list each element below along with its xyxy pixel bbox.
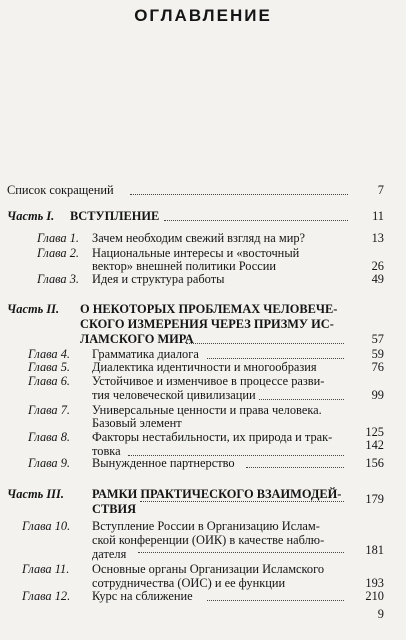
chapter-label: Глава 2.: [37, 246, 80, 260]
page-number: 156: [365, 456, 384, 470]
chapter-label: Глава 5.: [28, 360, 71, 374]
chapter-title-line: товка: [92, 444, 121, 458]
page-number: 59: [371, 347, 384, 361]
page-number: 210: [365, 589, 384, 603]
part-label: Часть II.: [7, 302, 60, 316]
part-title-line: О НЕКОТОРЫХ ПРОБЛЕМАХ ЧЕЛОВЕЧЕ-: [80, 302, 338, 316]
chapter-label: Глава 11.: [22, 562, 70, 576]
chapter-label: Глава 3.: [37, 272, 80, 286]
page-number: 193: [365, 576, 384, 590]
page-folio: 9: [377, 607, 384, 621]
chapter-title-line: Основные органы Организации Исламского: [92, 562, 325, 576]
chapter-title-line: Грамматика диалога: [92, 347, 199, 361]
dot-leader: [207, 590, 344, 601]
part-title-line: РАМКИ ПРАКТИЧЕСКОГО ВЗАИМОДЕЙ-: [92, 487, 342, 501]
chapter-title-line: Вынужденное партнерство: [92, 456, 235, 470]
chapter-title-line: Диалектика идентичности и многообразия: [92, 360, 317, 374]
page-number: 11: [372, 209, 384, 223]
chapter-title-line: Вступление России в Организацию Ислам-: [92, 519, 320, 533]
dot-leader: [138, 542, 344, 553]
part-title-line: СКОГО ИЗМЕРЕНИЯ ЧЕРЕЗ ПРИЗМУ ИС-: [80, 317, 334, 331]
chapter-label: Глава 9.: [28, 456, 71, 470]
chapter-title-line: Идея и структура работы: [92, 272, 225, 286]
page-number: 99: [371, 388, 384, 402]
chapter-title-line: Национальные интересы и «восточный: [92, 246, 300, 260]
part-label: Часть I.: [7, 209, 55, 223]
chapter-title-line: Базовый элемент: [92, 416, 182, 430]
chapter-label: Глава 8.: [28, 430, 71, 444]
chapter-label: Глава 1.: [37, 231, 80, 245]
chapter-title-line: сотрудничества (ОИС) и ее функции: [92, 576, 286, 590]
page-number: 7: [377, 183, 384, 197]
chapter-title-line: тия человеческой цивилизации: [92, 388, 256, 402]
dot-leader: [128, 445, 344, 456]
page-number: 179: [365, 492, 384, 506]
chapter-title-line: Зачем необходим свежий взгляд на мир?: [92, 231, 306, 245]
page-number: 57: [371, 332, 384, 346]
chapter-label: Глава 4.: [28, 347, 71, 361]
part-title: ВСТУПЛЕНИЕ: [70, 209, 160, 223]
chapter-label: Глава 7.: [28, 403, 71, 417]
chapter-title-line: Устойчивое и изменчивое в процессе разви-: [92, 374, 325, 388]
page-title: ОГЛАВЛЕНИЕ: [134, 6, 272, 25]
dot-leader: [246, 457, 344, 468]
chapter-label: Глава 10.: [22, 519, 71, 533]
entry-text: Список сокращений: [7, 183, 114, 197]
dot-leader: [140, 491, 344, 502]
dot-leader: [186, 333, 344, 344]
page-number: 26: [371, 259, 384, 273]
chapter-title-line: Курс на сближение: [92, 589, 193, 603]
dot-leader: [130, 184, 348, 195]
dot-leader: [207, 348, 344, 359]
chapter-label: Глава 6.: [28, 374, 71, 388]
chapter-label: Глава 12.: [22, 589, 71, 603]
dot-leader: [164, 210, 348, 221]
chapter-title-line: вектор» внешней политики России: [92, 259, 277, 273]
chapter-title-line: ской конференции (ОИК) в качестве наблю-: [92, 533, 325, 547]
dot-leader: [259, 389, 344, 400]
chapter-title-line: Факторы нестабильности, их природа и трак-: [92, 430, 333, 444]
page-number: 13: [371, 231, 384, 245]
page-number: 76: [371, 360, 384, 374]
page-number: 181: [365, 543, 384, 557]
part-title-line: ЛАМСКОГО МИРА: [80, 332, 194, 346]
chapter-title-line: Универсальные ценности и права человека.: [92, 403, 322, 417]
part-title-line: СТВИЯ: [92, 502, 137, 516]
page-number: 49: [371, 272, 384, 286]
page-number: 142: [365, 438, 384, 452]
page-number: 125: [365, 425, 384, 439]
part-label: Часть III.: [7, 487, 64, 501]
chapter-title-line: дателя: [92, 547, 127, 561]
